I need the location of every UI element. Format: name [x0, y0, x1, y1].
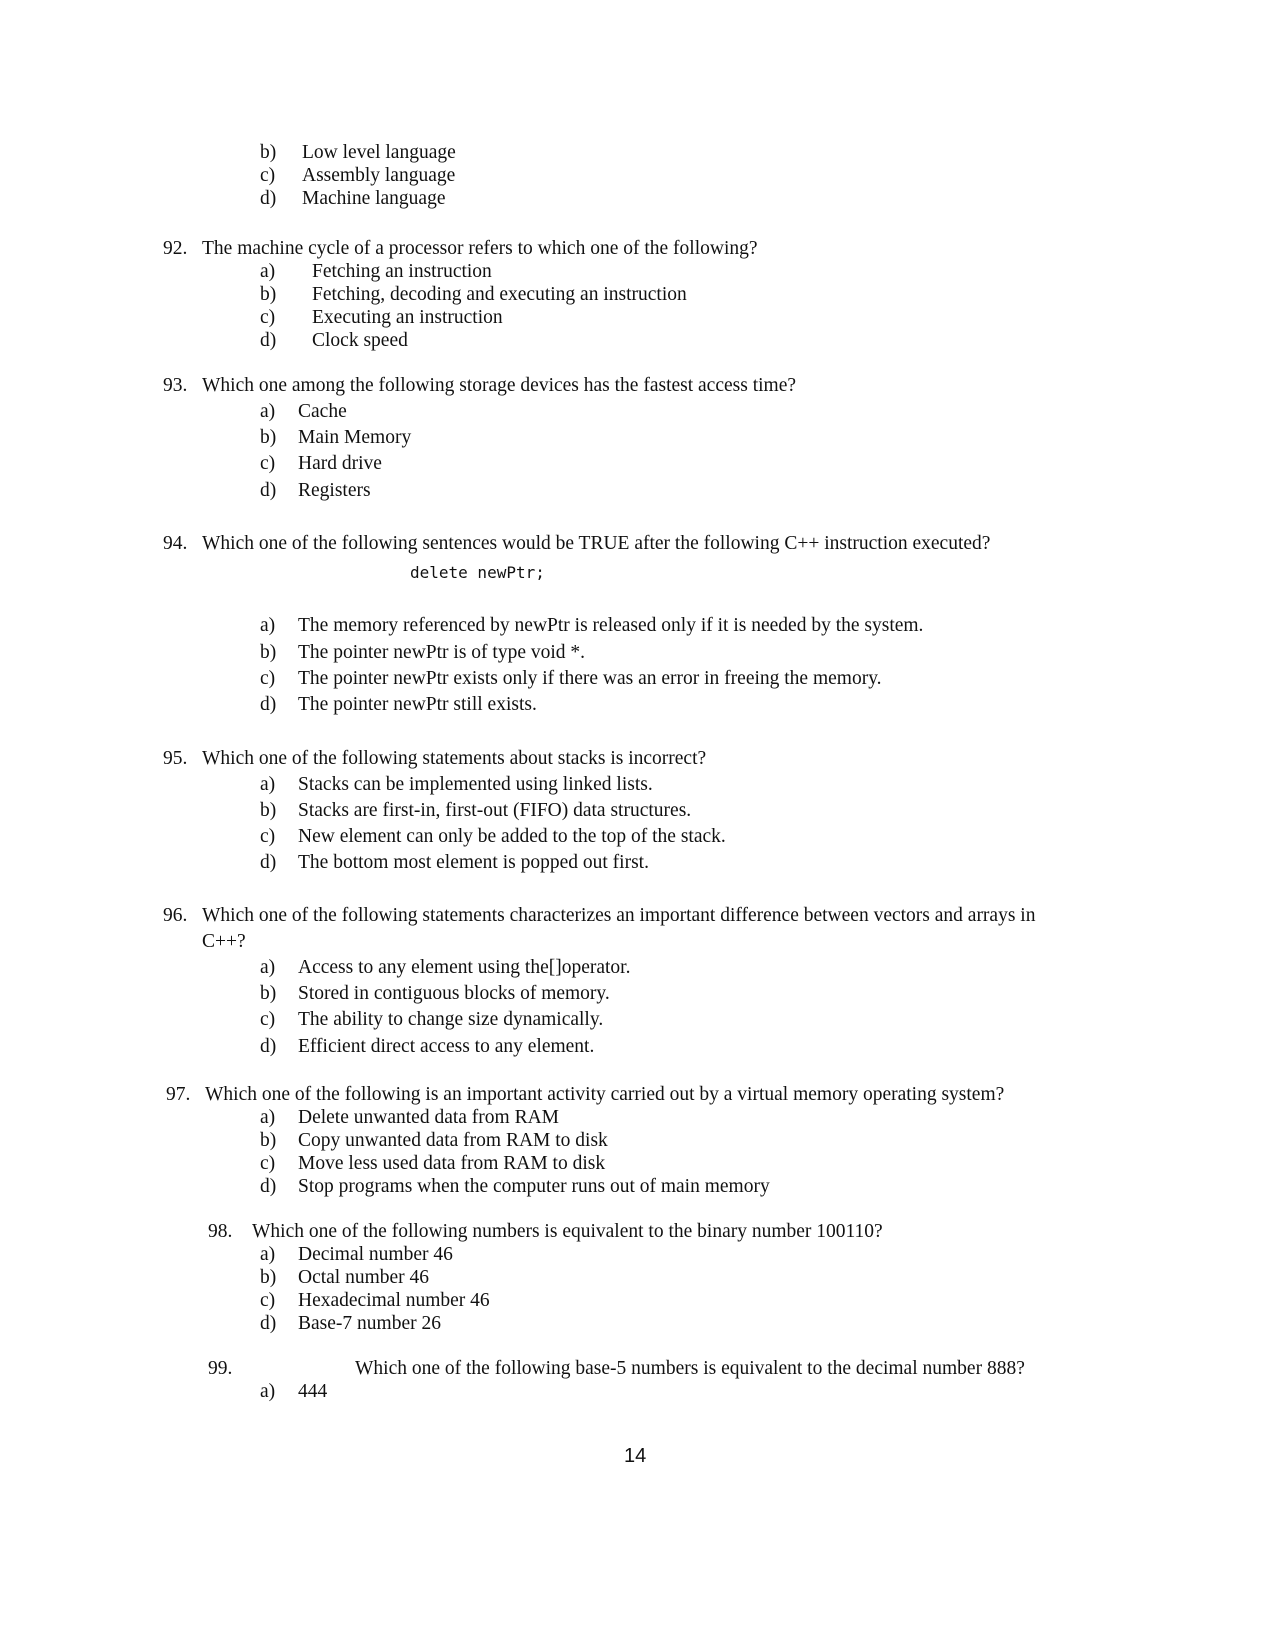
option-label: c) [260, 1009, 276, 1030]
option-label: d) [260, 188, 277, 209]
option-text: The pointer newPtr is of type void *. [298, 642, 586, 663]
page-number: 14 [624, 1445, 647, 1467]
option-text: Executing an instruction [312, 307, 503, 328]
option-text: Low level language [302, 142, 456, 163]
question-number: 93. [163, 375, 188, 396]
option-label: b) [260, 1267, 277, 1288]
option-text: Base-7 number 26 [298, 1313, 441, 1334]
option-label: c) [260, 1153, 276, 1174]
option-label: b) [260, 642, 277, 663]
code-snippet: delete newPtr; [410, 563, 545, 582]
option-text: The ability to change size dynamically. [298, 1009, 604, 1030]
question-number: 94. [163, 533, 188, 554]
question-text: Which one among the following storage devices has the fastest access time? [202, 375, 797, 396]
option-label: c) [260, 1290, 276, 1311]
option-text: Machine language [302, 188, 446, 209]
question-number: 99. [208, 1358, 233, 1379]
option-text: Fetching an instruction [312, 261, 492, 282]
option-label: b) [260, 142, 277, 163]
option-label: a) [260, 1381, 276, 1402]
option-label: a) [260, 957, 276, 978]
option-label: a) [260, 615, 276, 636]
option-text: The pointer newPtr still exists. [298, 694, 537, 715]
option-text: Registers [298, 480, 371, 501]
option-text: New element can only be added to the top of the stack. [298, 826, 726, 847]
question-text: Which one of the following statements characterizes an important difference between vectors and arrays in [202, 905, 1036, 926]
option-label: c) [260, 453, 276, 474]
option-label: a) [260, 1107, 276, 1128]
option-label: a) [260, 401, 276, 422]
option-label: a) [260, 261, 276, 282]
option-label: d) [260, 852, 277, 873]
question-number: 96. [163, 905, 188, 926]
option-label: b) [260, 1130, 277, 1151]
question-number: 92. [163, 238, 188, 259]
question-text: Which one of the following numbers is equivalent to the binary number 100110? [252, 1221, 883, 1242]
option-text: Delete unwanted data from RAM [298, 1107, 560, 1128]
option-text: Stacks are first-in, first-out (FIFO) data structures. [298, 800, 692, 821]
question-number: 95. [163, 748, 188, 769]
option-label: a) [260, 774, 276, 795]
question-text: The machine cycle of a processor refers to which one of the following? [202, 238, 758, 259]
option-label: b) [260, 284, 277, 305]
option-text: Cache [298, 401, 347, 422]
option-label: b) [260, 983, 277, 1004]
option-label: b) [260, 800, 277, 821]
option-text: Efficient direct access to any element. [298, 1036, 595, 1057]
option-text: Stored in contiguous blocks of memory. [298, 983, 610, 1004]
option-text: Clock speed [312, 330, 408, 351]
option-label: d) [260, 1176, 277, 1197]
option-label: a) [260, 1244, 276, 1265]
option-text: Hard drive [298, 453, 382, 474]
option-text: The memory referenced by newPtr is released only if it is needed by the system. [298, 615, 924, 636]
option-text: Copy unwanted data from RAM to disk [298, 1130, 608, 1151]
question-text: Which one of the following statements about stacks is incorrect? [202, 748, 707, 769]
option-text: 444 [298, 1381, 328, 1402]
option-text: Decimal number 46 [298, 1244, 453, 1265]
option-text: Octal number 46 [298, 1267, 430, 1288]
option-text: Fetching, decoding and executing an instruction [312, 284, 687, 305]
option-text: The bottom most element is popped out first. [298, 852, 649, 873]
question-text: Which one of the following is an important activity carried out by a virtual memory operating system? [205, 1084, 1005, 1105]
question-text-cont: C++? [202, 931, 246, 952]
option-label: d) [260, 1036, 277, 1057]
question-text: Which one of the following base-5 numbers is equivalent to the decimal number 888? [355, 1358, 1025, 1379]
option-text: Stacks can be implemented using linked lists. [298, 774, 653, 795]
option-text: Assembly language [302, 165, 456, 186]
question-text: Which one of the following sentences would be TRUE after the following C++ instruction executed? [202, 533, 991, 554]
question-number: 97. [166, 1084, 191, 1105]
option-text: Main Memory [298, 427, 412, 448]
option-label: b) [260, 427, 277, 448]
option-label: d) [260, 480, 277, 501]
option-text: Stop programs when the computer runs out of main memory [298, 1176, 770, 1197]
option-text: Move less used data from RAM to disk [298, 1153, 606, 1174]
option-text: Access to any element using the[]operator. [298, 957, 631, 978]
option-label: d) [260, 1313, 277, 1334]
option-label: c) [260, 826, 276, 847]
option-text: The pointer newPtr exists only if there was an error in freeing the memory. [298, 668, 882, 689]
option-text: Hexadecimal number 46 [298, 1290, 490, 1311]
option-label: d) [260, 330, 277, 351]
option-label: d) [260, 694, 277, 715]
option-label: c) [260, 668, 276, 689]
option-label: c) [260, 307, 276, 328]
option-label: c) [260, 165, 276, 186]
question-number: 98. [208, 1221, 233, 1242]
